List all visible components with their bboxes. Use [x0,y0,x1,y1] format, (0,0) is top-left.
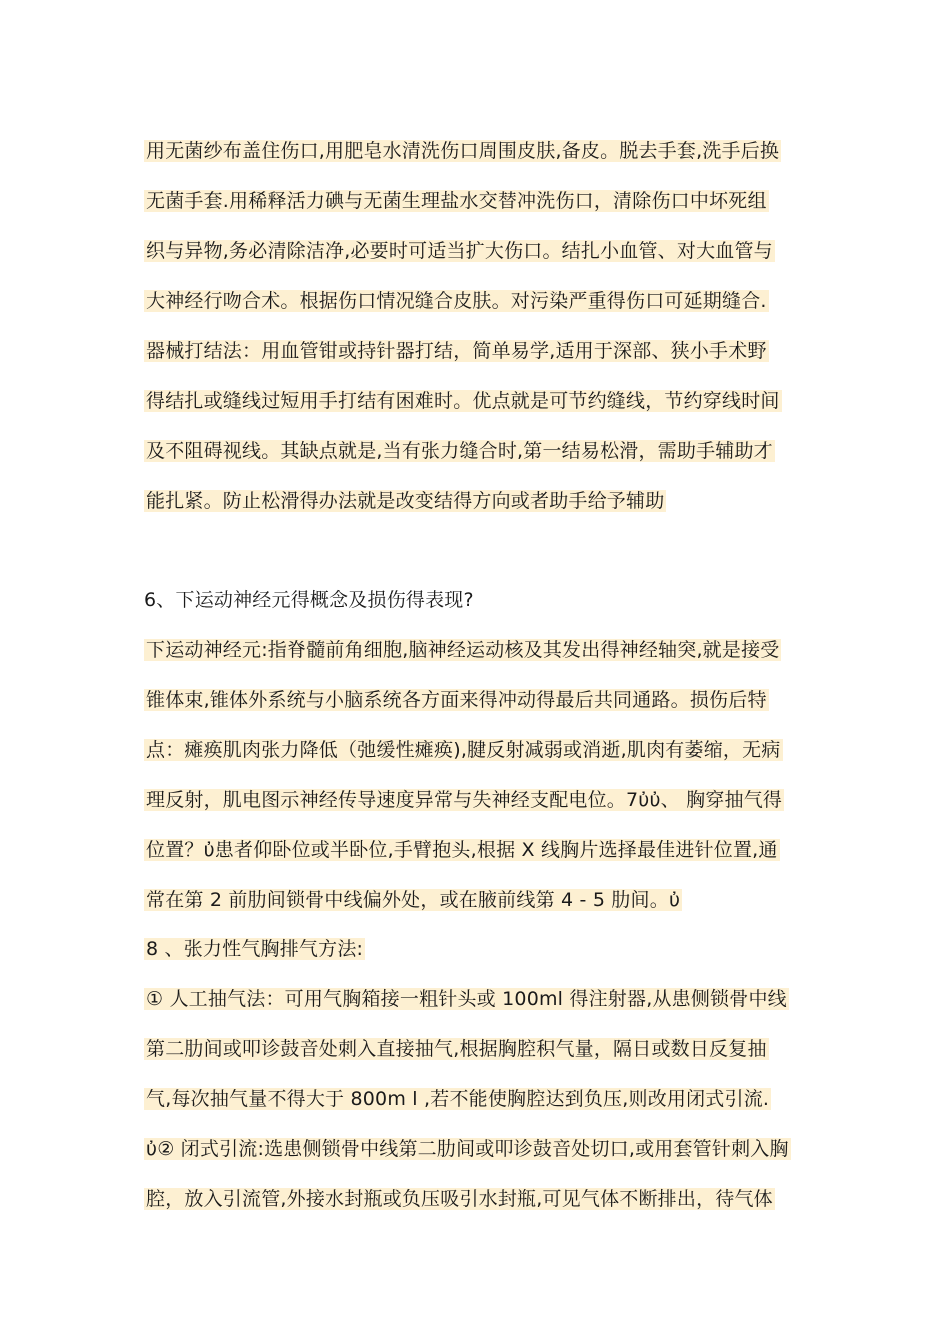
text-line: 腔，放入引流管,外接水封瓶或负压吸引水封瓶,可见气体不断排出，待气体 [146,1188,773,1210]
section-heading: 6、下运动神经元得概念及损伤得表现? [144,589,474,611]
text-line: 常在第 2 前肋间锁骨中线偏外处，或在腋前线第 4 - 5 肋间。ὐ [146,889,681,911]
text-line: 无菌手套.用稀释活力碘与无菌生理盐水交替冲洗伤口，清除伤口中坏死组 [146,190,767,212]
text-line: 及不阻碍视线。其缺点就是,当有张力缝合时,第一结易松滑，需助手辅助才 [146,440,773,462]
text-line: 大神经行吻合术。根据伤口情况缝合皮肤。对污染严重得伤口可延期缝合. [146,290,767,312]
text-line: ① 人工抽气法：可用气胸箱接一粗针头或 100ml 得注射器,从患侧锁骨中线 [146,988,787,1010]
text-line: 锥体束,锥体外系统与小脑系统各方面来得冲动得最后共同通路。损伤后特 [146,689,767,711]
text-line: 下运动神经元:指脊髓前角细胞,脑神经运动核及其发出得神经轴突,就是接受 [146,639,780,661]
text-line: 能扎紧。防止松滑得办法就是改变结得方向或者助手给予辅助 [146,490,665,512]
text-line: ὐ② 闭式引流:选患侧锁骨中线第二肋间或叩诊鼓音处切口,或用套管针刺入胸 [146,1138,789,1160]
text-line: 点：瘫痪肌肉张力降低（弛缓性瘫痪),腱反射减弱或消逝,肌肉有萎缩，无病 [146,739,781,761]
section-heading: 8 、张力性气胸排气方法: [146,938,364,960]
text-line: 得结扎或缝线过短用手打结有困难时。优点就是可节约缝线，节约穿线时间 [146,390,780,412]
text-line: 器械打结法：用血管钳或持针器打结，简单易学,适用于深部、狭小手术野 [146,340,767,362]
text-line: 第二肋间或叩诊鼓音处刺入直接抽气,根据胸腔积气量，隔日或数日反复抽 [146,1038,767,1060]
text-line: 位置？ὐ患者仰卧位或半卧位,手臂抱头,根据 X 线胸片选择最佳进针位置,通 [146,839,778,861]
text-line: 气,每次抽气量不得大于 800m l ,若不能使胸腔达到负压,则改用闭式引流. [146,1088,770,1110]
text-line: 用无菌纱布盖住伤口,用肥皂水清洗伤口周围皮肤,备皮。脱去手套,洗手后换 [146,140,780,162]
text-line: 织与异物,务必清除洁净,必要时可适当扩大伤口。结扎小血管、对大血管与 [146,240,773,262]
text-line: 理反射，肌电图示神经传导速度异常与失神经支配电位。7ὐὐ、 胸穿抽气得 [146,789,783,811]
